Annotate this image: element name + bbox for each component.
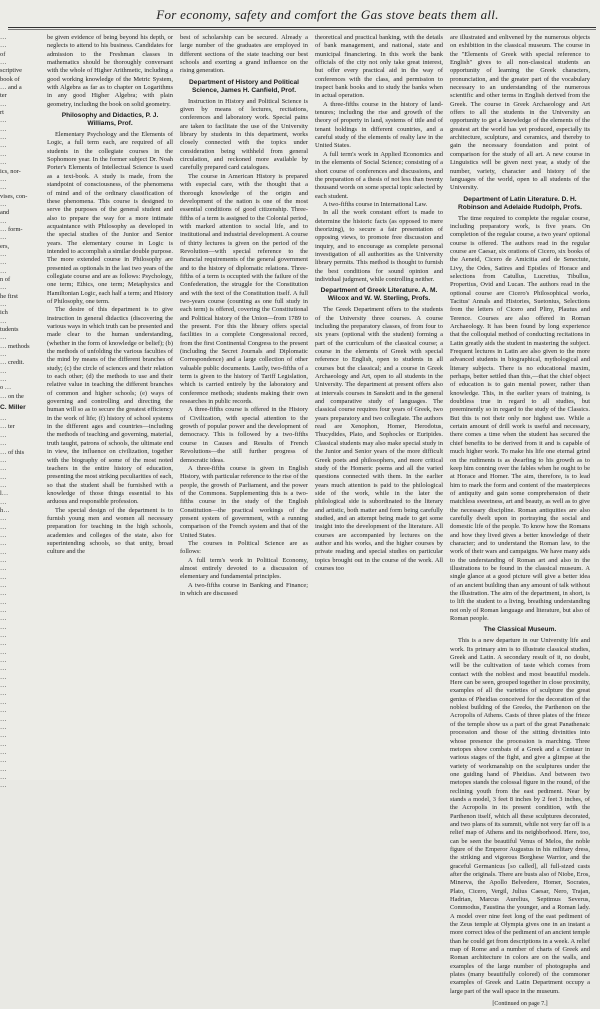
clipped-line: … [0, 640, 7, 648]
clipped-line: … [0, 648, 7, 656]
section-heading-latin: Department of Latin Literature. D. H. Robinson and Adelaide Rudolph, Profs. [458, 195, 582, 211]
clipped-line: … [0, 732, 7, 740]
column-3 [315, 34, 443, 774]
clipped-line: … [0, 598, 7, 606]
banner-slogan: For economy, safety and comfort the Gas stove beats them all. [156, 7, 499, 22]
clipped-line: scriptive [0, 67, 23, 75]
clipped-line: … [0, 267, 7, 275]
clipped-line: … [0, 665, 7, 673]
paragraph: This is a new departure in our University life and work. Its primary aim is to illustrate classical studies, Greek and Latin. A secondary result of it, no doubt, will be the cultivation of taste which comes from contact with the noblest and most beautiful models. Here can be seen, grouped together in close proximity, examples of all the varieties of sculpture the great genius of Pheidias conceived for the decoration of the noblest building of the Greeks, the Parthenon on the Acropolis of Athens. Casts of three plates of the frieze of the temple show us a part of the great Panathenaic procession and those of the sitting divinities into whose presence the procession is marching. Three metopes show combats of a Greek and a Centaur in various stages of the fight, and give a glimpse at the variety of workmanship on the sculptures under the one guiding hand of Pheidias. And between two metopes stands the colossal figure in the round, of the reclining youth from the east pediment. Near by stands a model, 3 feet 8 inches by 2 feet 3 inches, of the Acropolis in its present condition, with the Parthenon itself, which all these sculptures decorated, and two plans of its summit, while not very far off is a relief map of Athens and its neighborhood. Here, too, can be seen the beautiful Venus of Melos, the noble figure of the Emperor Augustus in his military dress, the striking and vigorous Borghese Warrior, and the graceful Germanicus [so called], all full-sized casts after the originals. There are busts also of Niobe, Eros, Minerva, the Apollo Belvedere, Homer, Socrates, Plato, Cicero, Vergil, Julius Caesar, Nero, Trajan, Hadrian, Marcus Aurelius, Septimus Severus, Commodus, Faustina the younger, and a Roman lady. A model over nine feet long of the east pediment of the Zeus temple at Olympia gives one in an instant a more correct idea of the pediment of an ancient temple than he could get from descriptions in a week. A relief map of Rome and a number of charts of Greek and Roman architecture in colors are on the walls, and examples of the large number of photographs and plates (many beautifully colored) of the commoner examples of Greek and Latin Department occupy a large part of the wall space in the museum. [450, 637, 590, 995]
clipped-line: of [0, 50, 6, 58]
header-rule-secondary [8, 29, 596, 30]
clipped-line: … [0, 217, 7, 225]
paragraph: A two-fifths course in International Law. [323, 200, 428, 208]
clipped-line: … credit. [0, 359, 25, 367]
clipped-line: … [0, 184, 7, 192]
clipped-line: … [0, 632, 7, 640]
clipped-line: … [0, 334, 7, 342]
clipped-line: … [0, 515, 7, 523]
clipped-line: vises, con- [0, 192, 28, 200]
clipped-line: … [0, 200, 7, 208]
clipped-line: … [0, 473, 7, 481]
clipped-line: … [0, 259, 7, 267]
clipped-line: … [0, 782, 7, 790]
clipped-line: … [0, 134, 7, 142]
clipped-line: … [0, 367, 7, 375]
clipped-line: … [0, 117, 7, 125]
section-heading-clipped: C. Miller [0, 404, 26, 412]
clipped-line: … [0, 573, 7, 581]
clipped-line: … [0, 548, 7, 556]
clipped-line: h… [0, 506, 10, 514]
paragraph: A three-fifths course in the history of land-tenures; including the rise and growth of the theory of property in land, systems of title and of tenant holdings in different countries, and a careful study of the elements of realty law in the United States. [315, 100, 443, 150]
clipped-line: book of [0, 75, 20, 83]
clipped-line: … [0, 773, 7, 781]
paragraph: The time required to complete the regular course, including preparatory work, is five years. On completion of the regular course, a two years' optional course is offered. The authors read in the regular course are Caesar, six orations of Cicero, six books of the Aeneid, Cicero de Amicitia and de Senectute, Livy, the Odes, Satires and Epistles of Horace and selections from Catullus, Lucretius, Tibullus, Propertius, Ovid and Lucan. The authors read in the optional course are Cicero's Philosophical works, Tacitus' Annals and Histories, Suetonius, Selections from the letters of Cicero and Pliny, Plautus and Terence. Courses are also offered in Roman Archaeology. It has been found by long experience that the colloquial method of conducting recitations in Latin greatly aids the student in mastering the subject. Frequent lectures in Latin are also given to the more advanced students in biographical, mythological and literary subjects. There is no educational maxim, perhaps, better settled than this,—that the chief object of education is to gain mental power, rather than knowledge. This, in the earlier years of training, is doubtless true in regard to all studies, but preeminently so in regard to the study of the Classics. But this is not their only nor highest use. While a certain amount of drill work is useful and necessary, there comes a time when the student has secured the chief benefits to be derived from it and is capable of much higher work. To make his life one eternal grind on the rudiments is as dwarfing to his growth as to keep him conning over the fables when he ought to be at Horace and Homer. The aim, therefore, is to lead him to mark the form and content of the masterpieces of antiquity and gain some comprehension of their matchless sweetness, art and beauty, as well as to give the necessary discipline. Roman antiquities are also carefully dwelt upon in portraying the social and domestic life of the people. To know how the Romans and how they lived gives a better knowledge of their character; and to understand the Roman law, to the work of their wars and campaigns. We have many aids to the understanding of Roman art and also in the illustrations to be found in the classical museum. A single glance at a good picture will give a better idea of an ancient building than any amount of talk without the illustration. The aim of the department, in short, is to lift the student to a living, breathing understanding not only of Roman language and literature, but also of Roman people. [450, 214, 590, 623]
clipped-line: … [0, 498, 7, 506]
clipped-line: … [0, 284, 7, 292]
clipped-line: … [0, 34, 7, 41]
clipped-line: … [0, 376, 7, 384]
clipped-line: … [0, 673, 7, 681]
clipped-line: … on the [0, 392, 24, 400]
paragraph: are illustrated and enlivened by the numerous objects on exhibition in the classical museum. The course in the "Elements of Greek with special reference to English" gives to all non-classical students an opportunity of learning the Greek characters, pronunciation, and the greater part of the vocabulary necessary to an understanding of the numerous scientific and other terms in English derived from the Greek. The course in Greek Archaeology and Art offers to all the students in the University an opportunity to get a knowledge of the elements of the greatest art the world has yet produced, especially its architecture, sculpture, and ceramics, and thereby to gain the necessary foundation and point of comparison for the study of all art. A new course in Linguistics will be given next year, a study of the number, variety, character and history of the languages of the world, open to all students of the University. [450, 34, 590, 192]
clipped-line: … [0, 540, 7, 548]
clipped-line: … [0, 556, 7, 564]
clipped-line: tudents [0, 326, 19, 334]
section-heading-history: Department of History and Political Science, James H. Canfield, Prof. [189, 78, 299, 94]
section-heading-philosophy: Philosophy and Didactics, P. J. Williams, Prof. [61, 112, 159, 128]
clipped-line: ter [0, 92, 7, 100]
paragraph: theoretical and practical banking, with the details of bank management, and national, state and municipal financiering. In this work the bank officials of the city not only take great interest, but offer every practical aid in the way of conferences with the class, and permission to inspect bank books and to study the banks when in actual operation. [315, 34, 443, 100]
paragraph: A full term's work in Applied Economics and in the elements of Social Science; consisting of a short course of conferences and discussions, and the preparation of a thesis of not less than twenty thousand words on some special topic selected by each student. [315, 150, 443, 200]
clipped-line: … [0, 765, 7, 773]
clipped-line: l… [0, 490, 9, 498]
clipped-line: he first [0, 292, 18, 300]
clipped-line: o … [0, 384, 12, 392]
section-heading-greek: Department of Greek Literature. A. M. Wilcox and W. W. Sterling, Profs. [320, 287, 438, 303]
header-rule [8, 27, 596, 28]
clipped-line: … [0, 715, 7, 723]
paragraph: A three-fifths course is offered in the History of Civilization, with special attention to the growth of popular power and the development of democracy. This is followed by a two-fifths course in Causes and Results of French Revolutions—the still further progress of democratic ideas. [180, 406, 308, 464]
paragraph: A two-fifths course in Banking and Finance; in which are discussed [180, 581, 308, 597]
clipped-line: … [0, 125, 7, 133]
clipped-line: … [0, 465, 7, 473]
paragraph: A full term's work in Political Economy, almost entirely devoted to a discussion of elementary and fundamental principles. [180, 556, 308, 581]
paragraph: Instruction in History and Political Science is given by means of lectures, recitations, conferences and laboratory work. Special pains are taken to facilitate the use of the University library by students in this department, works closely connected with the topics under consideration being withheld from general circulation, and reckoned more available by carefully prepared card catalogues. [180, 97, 308, 172]
clipped-line: … [0, 748, 7, 756]
clipped-line: ers, [0, 242, 10, 250]
clipped-line: … [0, 623, 7, 631]
clipped-line: … [0, 415, 7, 423]
clipped-line: … [0, 456, 7, 464]
clipped-line: ich [0, 309, 8, 317]
clipped-line: … [0, 723, 7, 731]
clipped-line: … [0, 59, 7, 67]
clipped-line: … [0, 690, 7, 698]
clipped-line: … [0, 100, 7, 108]
paragraph: The course in American History is prepared with especial care, with the thought that a thorough knowledge of the origin and development of the nation is one of the most essential conditions of good citizenship. Three-fifths of a term is assigned to the Colonial period, with marked attention to social life, and to institutional and industrial development. A course of thirty lectures is given on the period of the Revolution—with special reference to the financial requirements of the general government and to the history of diplomatic relations. Three-fifths of a term is occupied with the failure of the Confederation, the struggle for the Constitution and with the text of the Constitution itself. A full two-years course (counting as one full study in each term) is offered, covering the Constitutional and Political history of the Union—from 1789 to the present. For this the library offers special facilities in a complete Congressional record, from the first Continental Congress to the present (including the Secret Journals and Diplomatic Correspondence) and a large collection of other valuable public documents. Lastly, two-fifths of a term is given to the history of Tariff Legislation, which is carried entirely by the laboratory and conference methods; students making their own researches in public records. [180, 172, 308, 406]
paragraph: A three-fifths course is given in English History, with particular reference to the rise of the people, the growth of Parliament, and the power of the Commons. Supplementing this is a two-fifths course in the study of the English Constitution—the practical workings of the present system of government, with a running comparison of the French system and that of the United States. [180, 464, 308, 539]
clipped-line: … [0, 740, 7, 748]
clipped-line: … [0, 565, 7, 573]
clipped-line: and [0, 209, 10, 217]
clipped-line: rt [0, 109, 4, 117]
clipped-line: … and a [0, 84, 22, 92]
clipped-line: … [0, 142, 7, 150]
column-1 [47, 34, 173, 774]
clipped-line: … [0, 615, 7, 623]
clipped-line: … [0, 531, 7, 539]
clipped-line: … [0, 234, 7, 242]
clipped-line: … [0, 440, 7, 448]
clipped-line: … [0, 301, 7, 308]
clipped-line: … [0, 481, 7, 489]
clipped-line: … [0, 698, 7, 706]
section-heading-classical-museum: The Classical Museum. [483, 626, 557, 634]
clipped-line: … [0, 523, 7, 531]
clipped-line: … form- [0, 225, 23, 233]
clipped-line: … [0, 431, 7, 439]
clipped-line: … [0, 757, 7, 765]
clipped-line: … [0, 150, 7, 158]
column-0-clipped [0, 34, 42, 790]
clipped-line: … [0, 657, 7, 665]
paragraph: The Greek Department offers to the students of the University three courses. A course including the preparatory classes, of from four to six years (optional with the student) forming a part of the curriculum of the classical course; a course in the elements of Greek with special reference to English, open to students in all courses but the classical; and a course in Greek Archaeology and Art, open to all students in the University. The department at present offers also at intervals courses in Sanskrit and in the general and comparative study of languages. The classical course requires four years of Greek, two years preparatory and two collegiate. The authors read are Xenophon, Homer, Herodotus, Thucydides, Plato, and Sophocles or Euripides. Classical students may also make special study in the Junior and Senior years of the more difficult Greek poets and philosophers, and more critical study of the Homeric poems and all the varied questions connected with them. In the earlier years much attention is paid to the philological side of the work, while in the later the philological side is subordinated to the literary and artistic, both matter and form being carefully studied, and an attempt being made to get some insight into the development of the literature. All courses are accompanied by lectures on the author and his works, and the higher courses by private reading and special studies on particular topics brought out in the course of the work. All courses too [315, 306, 443, 572]
clipped-line: … methods [0, 342, 30, 350]
clipped-line: n of [0, 275, 11, 283]
clipped-line: … [0, 42, 7, 50]
clipped-line: … [0, 582, 7, 589]
clipped-line: … ter [0, 423, 15, 431]
clipped-line: ics, nor- [0, 167, 21, 175]
clipped-line: … [0, 317, 7, 325]
clipped-line: … [0, 250, 7, 258]
paragraph: The special design of the department is to furnish young men and women all necessary preparation for teaching in the high schools, academies and colleges of the state, also for superintending schools, so that unity, broad culture and the [47, 506, 173, 556]
continued-note: [Continued on page 7.] [492, 1001, 548, 1008]
paragraph: The desire of this department is to give instruction in general didactics (discovering the various ways in which truth can be presented and made clear to the human understanding, (whether in the form of knowledge or belief); (b) the methods of unfolding the various faculties of the mind by means of the different branches of study; (c) the circle of sciences and their relation to each other; (d) the methods to use and their relative value in teaching the different branches of common and higher schools; (e) ways of governing and controlling and directing the human will so as to secure the greatest efficiency in the work of life; (f) history of school systems in the different ages and countries—including the methods of teaching and governing, material, truth taught, patrons of schools, the ultimate end in view, the influence on civilization, together with the biography of some of the most noted teachers in the entire history of education, presenting the most striking peculiarities of each, so that the student shall be furnished with a knowledge of those things essential to his arduous and responsible profession. [47, 306, 173, 506]
clipped-line: … [0, 351, 7, 359]
clipped-line: … of this [0, 448, 25, 456]
paragraph: The courses in Political Science are as follows: [180, 539, 308, 556]
clipped-line: … [0, 607, 7, 615]
clipped-line: … [0, 707, 7, 715]
paragraph: be given evidence of being beyond his depth, or neglects to attend to his business. Candidates for admission to the Freshman classes in mathematics should be thoroughly conversant with the whole of Higher Arithmetic, including a good working knowledge of the Metric System, with Algebra as far as to chapter on Logarithms in any good Higher Algebra; with plain geometry, including the book on solid geometry. [47, 34, 173, 108]
paragraph: best of scholarship can be secured. Already a large number of the graduates are employed in different sections of the state teaching our best schools and exerting a grand influence on the rising generation. [180, 34, 308, 75]
clipped-line: … [0, 175, 7, 183]
column-2 [180, 34, 308, 774]
clipped-line: … [0, 590, 7, 598]
column-4 [450, 34, 590, 1008]
clipped-line: … [0, 682, 7, 690]
paragraph: In all the work constant effort is made to determine the historic facts (as opposed to mere theorizing), to secure a fair presentation of opposing views, to promote free discussion and inquiry, and to encourage as complete personal investigation of all authorities as the University library permits. This method is thought to furnish the best conditions for sound opinion and individual judgment, while controlling neither. [315, 209, 443, 283]
clipped-line: … [0, 159, 7, 167]
paragraph: Elementary Psychology and the Elements of Logic, a full term each, are required of all students in the collegiate courses in the Sophomore year. In the former subject Dr. Noah Porter's Elements of Intellectual Science is used as a text-book. A study is made, from the standpoint of consciousness, of the phenomena of mind and of the ordinary classification of these phenomena. This course is designed to serve the purposes of the general student and also to prepare the way for a more intimate acquaintance with Philosophy as developed in the special studies of the Junior and Senior years. The elementary course in Logic is intended to accomplish a similar double purpose. The more extended course in Philosophy are presented as optionals in the last two years of the collegiate course and are as follows: Psychology, one term; Ethics, one term; Metaphysics and Hamiltonian Logic, each half a term; and History of Philosophy, one term. [47, 131, 173, 305]
